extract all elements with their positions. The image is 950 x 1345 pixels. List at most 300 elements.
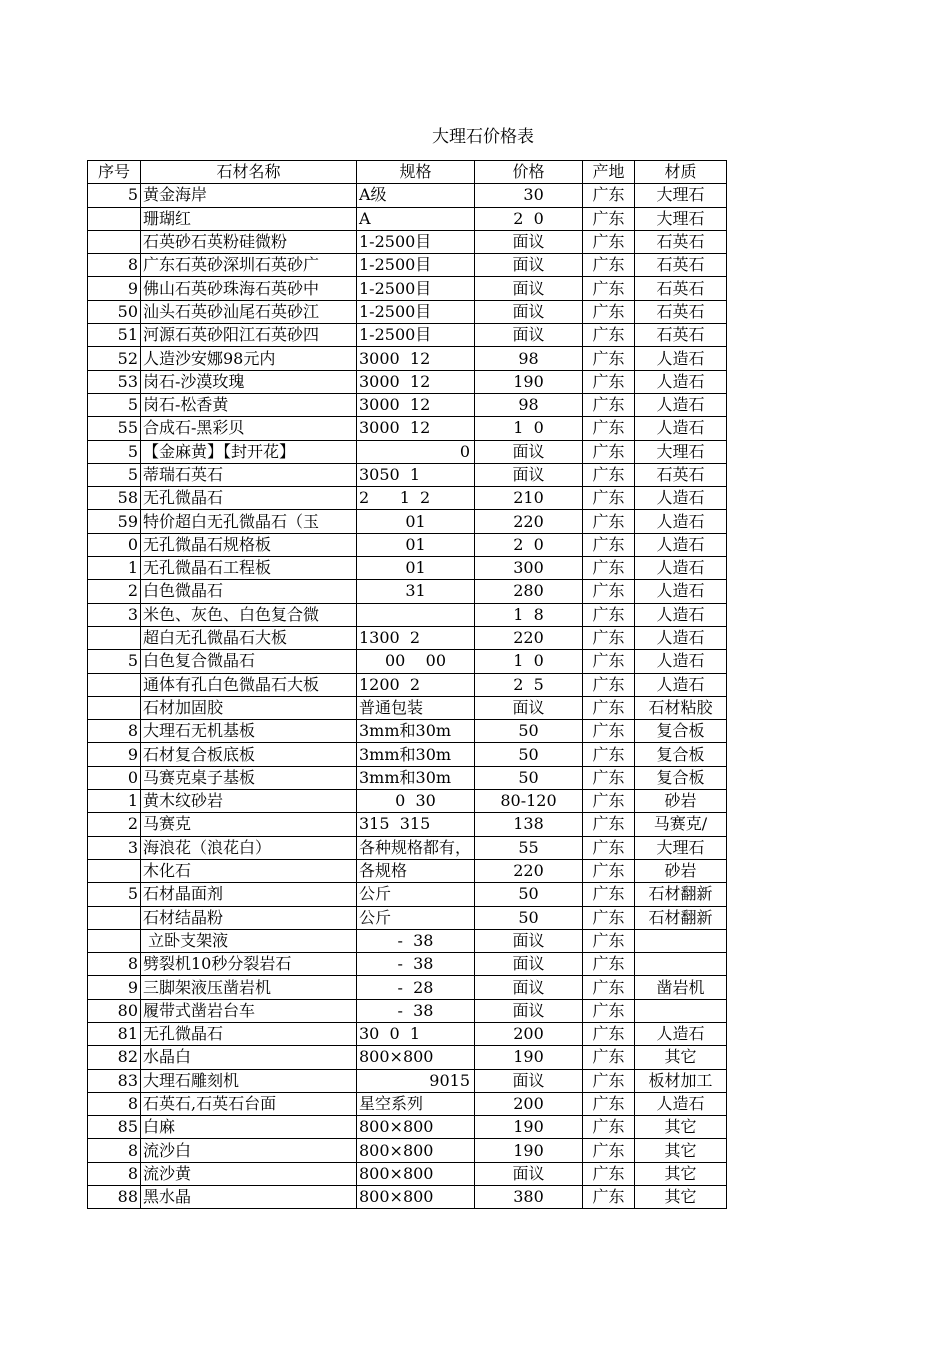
- cell-name: 蒂瑞石英石: [141, 463, 357, 486]
- cell-origin: 广东: [583, 743, 635, 766]
- cell-name: 无孔微晶石: [141, 487, 357, 510]
- cell-material: [635, 999, 727, 1022]
- cell-name: 海浪花（浪花白）: [141, 836, 357, 859]
- cell-material: 大理石: [635, 184, 727, 207]
- cell-no: [88, 929, 141, 952]
- cell-price: 220: [475, 510, 583, 533]
- cell-origin: 广东: [583, 859, 635, 882]
- cell-price: 300: [475, 557, 583, 580]
- cell-no: 8: [88, 1139, 141, 1162]
- header-name: 石材名称: [141, 161, 357, 184]
- table-row: [88, 557, 727, 580]
- table-row: [88, 743, 727, 766]
- cell-price: 380: [475, 1186, 583, 1209]
- cell-name: 劈裂机10秒分裂岩石: [141, 953, 357, 976]
- cell-price: 98: [475, 347, 583, 370]
- cell-material: 人造石: [635, 417, 727, 440]
- cell-origin: 广东: [583, 1116, 635, 1139]
- cell-name: 履带式凿岩台车: [141, 999, 357, 1022]
- cell-origin: 广东: [583, 673, 635, 696]
- cell-name: 马赛克桌子基板: [141, 766, 357, 789]
- cell-origin: 广东: [583, 836, 635, 859]
- cell-name: 超白无孔微晶石大板: [141, 626, 357, 649]
- table-row: [88, 324, 727, 347]
- cell-origin: 广东: [583, 603, 635, 626]
- cell-spec: 1-2500目: [357, 254, 475, 277]
- cell-no: 81: [88, 1022, 141, 1045]
- cell-no: [88, 696, 141, 719]
- cell-material: 石英石: [635, 254, 727, 277]
- cell-no: 55: [88, 417, 141, 440]
- cell-spec: 2 1 2: [357, 487, 475, 510]
- table-row: [88, 184, 727, 207]
- table-row: [88, 533, 727, 556]
- cell-spec: - 38: [357, 953, 475, 976]
- cell-no: 80: [88, 999, 141, 1022]
- cell-origin: 广东: [583, 650, 635, 673]
- cell-name: 大理石无机基板: [141, 720, 357, 743]
- table-row: [88, 720, 727, 743]
- cell-no: 9: [88, 743, 141, 766]
- cell-no: 8: [88, 1162, 141, 1185]
- cell-material: 其它: [635, 1162, 727, 1185]
- cell-no: [88, 207, 141, 230]
- cell-spec: 30 0 1: [357, 1022, 475, 1045]
- cell-material: 人造石: [635, 603, 727, 626]
- cell-origin: 广东: [583, 440, 635, 463]
- cell-name: 白色复合微晶石: [141, 650, 357, 673]
- cell-name: 岗石-沙漠玫瑰: [141, 370, 357, 393]
- table-body: [88, 184, 727, 1209]
- cell-name: 石材结晶粉: [141, 906, 357, 929]
- cell-origin: 广东: [583, 207, 635, 230]
- cell-no: 8: [88, 254, 141, 277]
- cell-price: 200: [475, 1092, 583, 1115]
- table-row: [88, 487, 727, 510]
- cell-origin: 广东: [583, 1069, 635, 1092]
- cell-material: 人造石: [635, 347, 727, 370]
- cell-material: 石材粘胶: [635, 696, 727, 719]
- cell-spec: 1-2500目: [357, 324, 475, 347]
- cell-material: 人造石: [635, 580, 727, 603]
- cell-origin: 广东: [583, 1046, 635, 1069]
- cell-price: 1 0: [475, 417, 583, 440]
- cell-spec: 1-2500目: [357, 300, 475, 323]
- cell-spec: - 28: [357, 976, 475, 999]
- cell-material: 人造石: [635, 557, 727, 580]
- cell-no: 0: [88, 533, 141, 556]
- cell-origin: 广东: [583, 393, 635, 416]
- cell-name: 岗石-松香黄: [141, 393, 357, 416]
- table-row: [88, 370, 727, 393]
- table-row: [88, 207, 727, 230]
- cell-origin: 广东: [583, 813, 635, 836]
- cell-price: 面议: [475, 976, 583, 999]
- cell-material: 复合板: [635, 766, 727, 789]
- cell-name: 【金麻黄】【封开花】: [141, 440, 357, 463]
- cell-spec: A级: [357, 184, 475, 207]
- cell-material: 砂岩: [635, 790, 727, 813]
- table-row: [88, 673, 727, 696]
- cell-price: 50: [475, 906, 583, 929]
- cell-name: 白麻: [141, 1116, 357, 1139]
- cell-no: 5: [88, 883, 141, 906]
- cell-price: 190: [475, 1046, 583, 1069]
- cell-origin: 广东: [583, 580, 635, 603]
- cell-origin: 广东: [583, 720, 635, 743]
- cell-origin: 广东: [583, 1162, 635, 1185]
- cell-name: 黄金海岸: [141, 184, 357, 207]
- cell-material: 石材翻新: [635, 883, 727, 906]
- cell-name: 白色微晶石: [141, 580, 357, 603]
- cell-name: 特价超白无孔微晶石（玉: [141, 510, 357, 533]
- cell-name: 马赛克: [141, 813, 357, 836]
- cell-name: 无孔微晶石规格板: [141, 533, 357, 556]
- cell-no: 52: [88, 347, 141, 370]
- cell-spec: 01: [357, 533, 475, 556]
- cell-name: 通体有孔白色微晶石大板: [141, 673, 357, 696]
- cell-price: 面议: [475, 1162, 583, 1185]
- cell-origin: 广东: [583, 557, 635, 580]
- cell-origin: 广东: [583, 766, 635, 789]
- cell-spec: 00 00: [357, 650, 475, 673]
- cell-no: 2: [88, 813, 141, 836]
- cell-price: 1 8: [475, 603, 583, 626]
- cell-spec: 800×800: [357, 1139, 475, 1162]
- cell-origin: 广东: [583, 463, 635, 486]
- cell-spec: 3000 12: [357, 370, 475, 393]
- cell-spec: 3mm和30m: [357, 720, 475, 743]
- cell-spec: 各规格: [357, 859, 475, 882]
- cell-material: 人造石: [635, 533, 727, 556]
- cell-price: 55: [475, 836, 583, 859]
- cell-material: 人造石: [635, 1022, 727, 1045]
- cell-no: 9: [88, 976, 141, 999]
- cell-material: [635, 929, 727, 952]
- cell-origin: 广东: [583, 533, 635, 556]
- cell-origin: 广东: [583, 1139, 635, 1162]
- table-row: [88, 696, 727, 719]
- table-row: [88, 906, 727, 929]
- header-no: 序号: [88, 161, 141, 184]
- table-row: [88, 1116, 727, 1139]
- cell-spec: 9015: [357, 1069, 475, 1092]
- cell-spec: 1-2500目: [357, 230, 475, 253]
- table-row: [88, 1069, 727, 1092]
- header-spec: 规格: [357, 161, 475, 184]
- table-row: [88, 836, 727, 859]
- cell-no: 83: [88, 1069, 141, 1092]
- cell-name: 石材加固胶: [141, 696, 357, 719]
- cell-origin: 广东: [583, 1092, 635, 1115]
- cell-price: 面议: [475, 324, 583, 347]
- cell-price: 200: [475, 1022, 583, 1045]
- cell-name: 佛山石英砂珠海石英砂中: [141, 277, 357, 300]
- cell-material: 石英石: [635, 277, 727, 300]
- cell-price: 50: [475, 720, 583, 743]
- price-table: [87, 160, 727, 1209]
- cell-name: 合成石-黑彩贝: [141, 417, 357, 440]
- cell-no: 3: [88, 836, 141, 859]
- table-row: [88, 1092, 727, 1115]
- cell-material: 石英石: [635, 300, 727, 323]
- cell-spec: 各种规格都有，: [357, 836, 475, 859]
- table-row: [88, 953, 727, 976]
- cell-spec: 公斤: [357, 906, 475, 929]
- cell-origin: 广东: [583, 929, 635, 952]
- cell-no: 5: [88, 650, 141, 673]
- cell-material: 砂岩: [635, 859, 727, 882]
- cell-price: 2 0: [475, 207, 583, 230]
- cell-price: 50: [475, 766, 583, 789]
- cell-spec: 0 30: [357, 790, 475, 813]
- table-row: [88, 883, 727, 906]
- cell-spec: 1-2500目: [357, 277, 475, 300]
- cell-no: 88: [88, 1186, 141, 1209]
- table-row: [88, 510, 727, 533]
- cell-price: 30: [475, 184, 583, 207]
- cell-spec: 1200 2: [357, 673, 475, 696]
- cell-spec: A: [357, 207, 475, 230]
- cell-origin: 广东: [583, 510, 635, 533]
- cell-no: 59: [88, 510, 141, 533]
- cell-price: 面议: [475, 440, 583, 463]
- cell-price: 面议: [475, 696, 583, 719]
- cell-material: 人造石: [635, 487, 727, 510]
- cell-origin: 广东: [583, 883, 635, 906]
- cell-spec: 公斤: [357, 883, 475, 906]
- table-row: [88, 1162, 727, 1185]
- cell-spec: 1300 2: [357, 626, 475, 649]
- cell-no: 51: [88, 324, 141, 347]
- cell-price: 面议: [475, 300, 583, 323]
- table-row: [88, 650, 727, 673]
- cell-origin: 广东: [583, 417, 635, 440]
- cell-name: 大理石雕刻机: [141, 1069, 357, 1092]
- cell-name: 黑水晶: [141, 1186, 357, 1209]
- cell-spec: 800×800: [357, 1186, 475, 1209]
- cell-spec: - 38: [357, 999, 475, 1022]
- cell-material: 石英石: [635, 324, 727, 347]
- cell-no: 8: [88, 720, 141, 743]
- cell-price: 190: [475, 1116, 583, 1139]
- cell-spec: 315 315: [357, 813, 475, 836]
- cell-name: 米色、灰色、白色复合微: [141, 603, 357, 626]
- cell-no: 5: [88, 463, 141, 486]
- cell-spec: 31: [357, 580, 475, 603]
- cell-material: 复合板: [635, 720, 727, 743]
- table-row: [88, 254, 727, 277]
- cell-material: 人造石: [635, 673, 727, 696]
- cell-no: [88, 859, 141, 882]
- cell-origin: 广东: [583, 300, 635, 323]
- table-row: [88, 440, 727, 463]
- table-row: [88, 603, 727, 626]
- cell-origin: 广东: [583, 790, 635, 813]
- table-row: [88, 766, 727, 789]
- cell-origin: 广东: [583, 370, 635, 393]
- cell-price: 面议: [475, 463, 583, 486]
- cell-price: 138: [475, 813, 583, 836]
- cell-name: 流沙黄: [141, 1162, 357, 1185]
- cell-material: [635, 953, 727, 976]
- cell-material: 人造石: [635, 393, 727, 416]
- cell-name: 汕头石英砂汕尾石英砂江: [141, 300, 357, 323]
- cell-material: 大理石: [635, 836, 727, 859]
- cell-material: 复合板: [635, 743, 727, 766]
- cell-material: 石英石: [635, 463, 727, 486]
- cell-material: 其它: [635, 1186, 727, 1209]
- table-row: [88, 1186, 727, 1209]
- table-row: [88, 859, 727, 882]
- cell-price: 190: [475, 370, 583, 393]
- cell-spec: 01: [357, 557, 475, 580]
- cell-no: [88, 626, 141, 649]
- cell-no: 9: [88, 277, 141, 300]
- header-price: 价格: [475, 161, 583, 184]
- cell-origin: 广东: [583, 230, 635, 253]
- cell-no: [88, 906, 141, 929]
- cell-price: 面议: [475, 230, 583, 253]
- cell-origin: 广东: [583, 626, 635, 649]
- cell-material: 凿岩机: [635, 976, 727, 999]
- cell-no: 5: [88, 440, 141, 463]
- cell-name: 流沙白: [141, 1139, 357, 1162]
- cell-material: 人造石: [635, 510, 727, 533]
- table-row: [88, 976, 727, 999]
- header-material: 材质: [635, 161, 727, 184]
- cell-origin: 广东: [583, 976, 635, 999]
- cell-name: 广东石英砂深圳石英砂广: [141, 254, 357, 277]
- cell-origin: 广东: [583, 347, 635, 370]
- cell-material: 大理石: [635, 440, 727, 463]
- table-row: [88, 230, 727, 253]
- cell-price: 2 0: [475, 533, 583, 556]
- table-row: [88, 1139, 727, 1162]
- cell-spec: 星空系列: [357, 1092, 475, 1115]
- cell-origin: 广东: [583, 184, 635, 207]
- table-row: [88, 463, 727, 486]
- cell-spec: 01: [357, 510, 475, 533]
- cell-spec: 3000 12: [357, 347, 475, 370]
- table-row: [88, 277, 727, 300]
- cell-name: 石材晶面剂: [141, 883, 357, 906]
- cell-origin: 广东: [583, 277, 635, 300]
- header-origin: 产地: [583, 161, 635, 184]
- cell-origin: 广东: [583, 254, 635, 277]
- cell-origin: 广东: [583, 1022, 635, 1045]
- cell-material: 人造石: [635, 370, 727, 393]
- cell-origin: 广东: [583, 324, 635, 347]
- cell-origin: 广东: [583, 953, 635, 976]
- table-row: [88, 999, 727, 1022]
- cell-spec: 3000 12: [357, 417, 475, 440]
- cell-no: 85: [88, 1116, 141, 1139]
- table-row: [88, 417, 727, 440]
- cell-no: 1: [88, 790, 141, 813]
- cell-spec: 3000 12: [357, 393, 475, 416]
- cell-name: 珊瑚红: [141, 207, 357, 230]
- cell-name: 石英砂石英粉硅微粉: [141, 230, 357, 253]
- cell-origin: 广东: [583, 696, 635, 719]
- cell-spec: 800×800: [357, 1116, 475, 1139]
- table-row: [88, 393, 727, 416]
- cell-price: 面议: [475, 953, 583, 976]
- cell-spec: 3050 1: [357, 463, 475, 486]
- header-row: [88, 161, 727, 184]
- table-row: [88, 347, 727, 370]
- cell-name: 无孔微晶石: [141, 1022, 357, 1045]
- cell-name: 水晶白: [141, 1046, 357, 1069]
- cell-price: 50: [475, 883, 583, 906]
- cell-spec: 800×800: [357, 1046, 475, 1069]
- cell-no: 2: [88, 580, 141, 603]
- cell-no: 50: [88, 300, 141, 323]
- cell-spec: 3mm和30m: [357, 766, 475, 789]
- table-row: [88, 300, 727, 323]
- cell-name: 河源石英砂阳江石英砂四: [141, 324, 357, 347]
- cell-spec: [357, 603, 475, 626]
- cell-material: 大理石: [635, 207, 727, 230]
- cell-price: 1 0: [475, 650, 583, 673]
- cell-origin: 广东: [583, 487, 635, 510]
- cell-price: 280: [475, 580, 583, 603]
- cell-origin: 广东: [583, 1186, 635, 1209]
- cell-no: 8: [88, 1092, 141, 1115]
- cell-spec: 普通包装: [357, 696, 475, 719]
- cell-price: 面议: [475, 254, 583, 277]
- cell-material: 人造石: [635, 650, 727, 673]
- cell-price: 50: [475, 743, 583, 766]
- cell-material: 人造石: [635, 626, 727, 649]
- cell-no: 58: [88, 487, 141, 510]
- cell-no: 5: [88, 184, 141, 207]
- cell-material: 其它: [635, 1046, 727, 1069]
- cell-material: 其它: [635, 1116, 727, 1139]
- cell-price: 面议: [475, 277, 583, 300]
- table-row: [88, 1046, 727, 1069]
- table-row: [88, 1022, 727, 1045]
- cell-material: 人造石: [635, 1092, 727, 1115]
- table-row: [88, 813, 727, 836]
- cell-material: 石材翻新: [635, 906, 727, 929]
- cell-origin: 广东: [583, 906, 635, 929]
- cell-material: 石英石: [635, 230, 727, 253]
- cell-no: 5: [88, 393, 141, 416]
- page-title: 大理石价格表: [432, 127, 534, 147]
- cell-price: 98: [475, 393, 583, 416]
- cell-price: 面议: [475, 1069, 583, 1092]
- cell-price: 190: [475, 1139, 583, 1162]
- cell-no: [88, 673, 141, 696]
- cell-origin: 广东: [583, 999, 635, 1022]
- table-row: [88, 929, 727, 952]
- table-row: [88, 626, 727, 649]
- cell-name: 木化石: [141, 859, 357, 882]
- cell-no: 53: [88, 370, 141, 393]
- cell-no: 1: [88, 557, 141, 580]
- cell-material: 板材加工: [635, 1069, 727, 1092]
- cell-price: 面议: [475, 929, 583, 952]
- table-row: [88, 580, 727, 603]
- cell-name: 石材复合板底板: [141, 743, 357, 766]
- cell-material: 马赛克/: [635, 813, 727, 836]
- cell-price: 80-120: [475, 790, 583, 813]
- cell-no: 0: [88, 766, 141, 789]
- cell-spec: 0: [357, 440, 475, 463]
- cell-spec: 3mm和30m: [357, 743, 475, 766]
- cell-no: [88, 230, 141, 253]
